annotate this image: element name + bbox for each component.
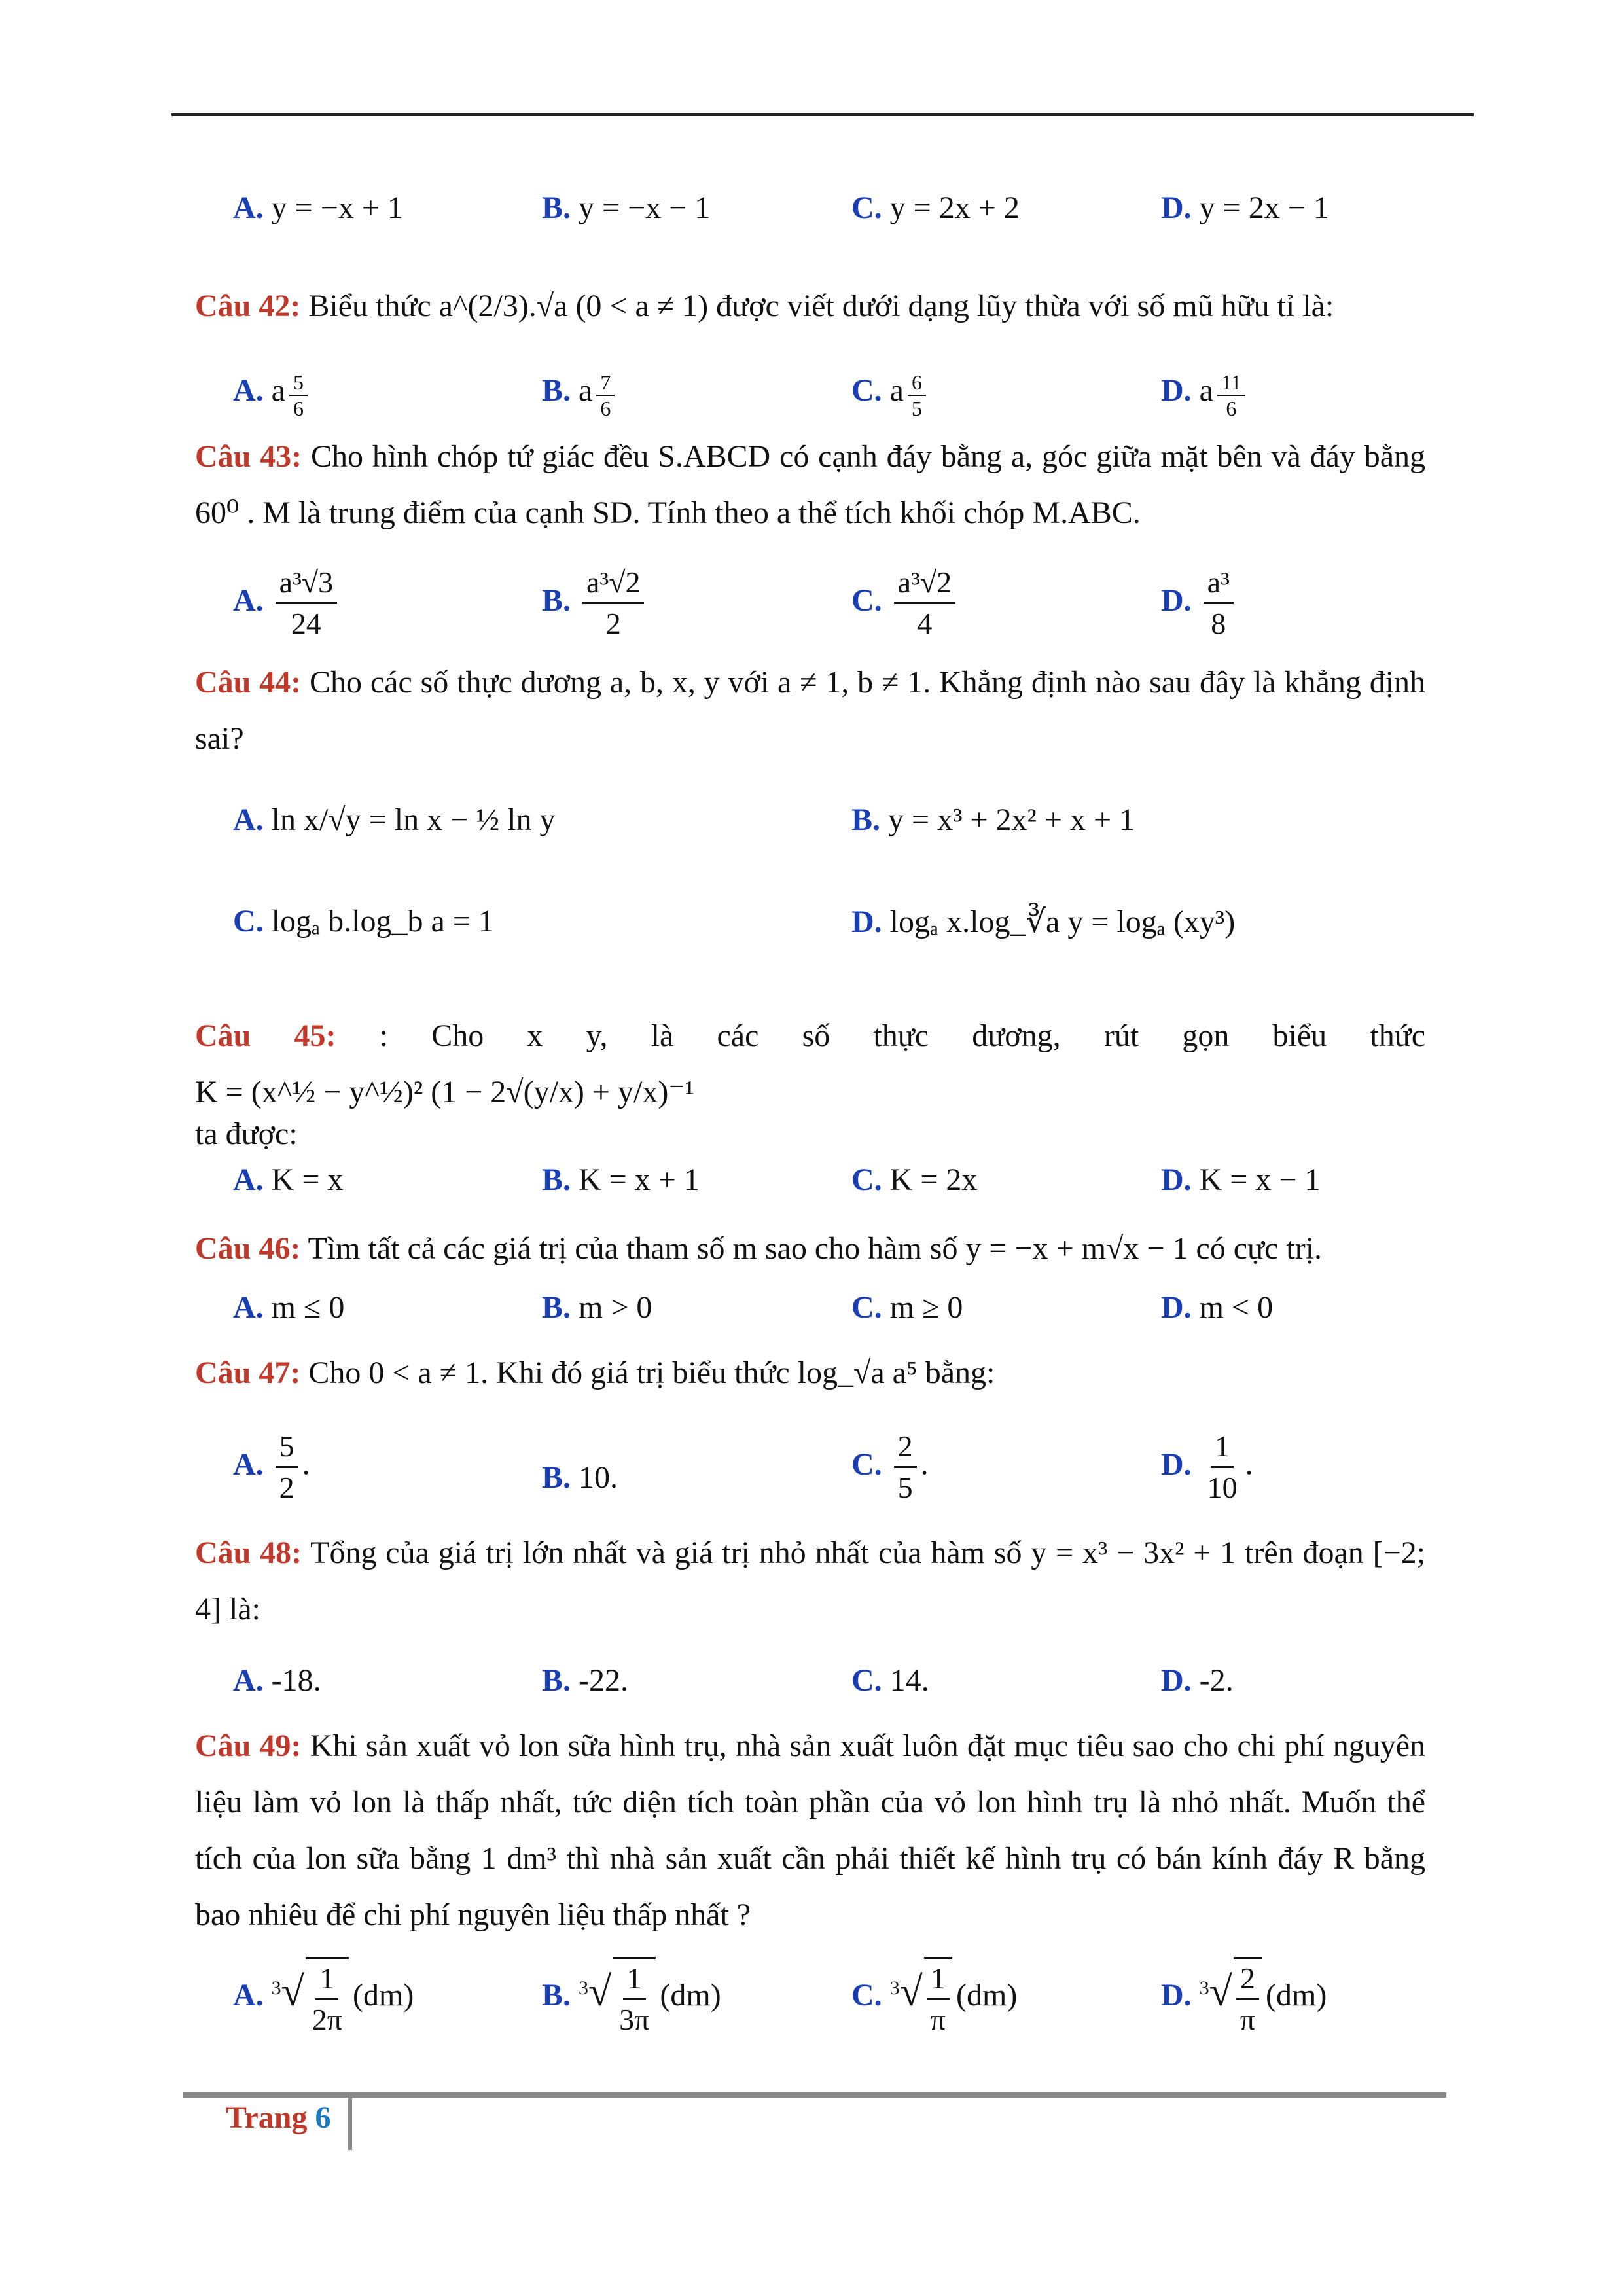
q44-stem: Câu 44: Cho các số thực dương a, b, x, y với a ≠ 1, b ≠ 1. Khẳng định nào sau đây là khẳng định sai? <box>195 665 1426 756</box>
q45-stem: Câu 45: : Cho x y, là các số thực dương, rút gọn biểu thức K = (x^½ − y^½)² (1 − 2√(y/x) + y/x)⁻¹ <box>195 1018 1426 1109</box>
q46-option-d: D. m < 0 <box>1161 1290 1274 1325</box>
q43-option-b: B. $\frac{\text{a³√2}}{2}$ <box>542 563 648 643</box>
q45-expression: K = (x^½ − y^½)² (1 − 2√(y/x) + y/x)⁻¹ <box>195 1075 695 1109</box>
q41-option-b: B. y = −x − 1 <box>542 190 711 225</box>
q45-option-a: A. K = x <box>233 1162 344 1197</box>
q47-stem: Câu 47: Cho 0 < a ≠ 1. Khi đó giá trị biểu thức log_√a a⁵ bằng: <box>195 1355 995 1390</box>
q42-option-b: B. a $\frac{7}{6}$ <box>542 370 618 421</box>
footer-divider <box>348 2098 352 2150</box>
q43-stem: Câu 43: Cho hình chóp tứ giác đều S.ABCD có cạnh đáy bằng a, góc giữa mặt bên và đáy bằng 60⁰ . M là trung điểm của cạnh SD. Tính theo a thể tích khối chóp M.ABC. <box>195 439 1426 530</box>
q45-tail: ta được: <box>195 1117 298 1151</box>
q42-expression: a^(2/3).√a (0 < a ≠ 1) <box>438 289 709 323</box>
q49-option-a: A. $^3$√ $\frac{1}{2\pi}$ (dm) <box>233 1957 414 2039</box>
q41-option-a: A. y = −x + 1 <box>233 190 403 225</box>
q41-option-c: C. y = 2x + 2 <box>851 190 1020 225</box>
header-rule <box>171 113 1474 116</box>
q49-option-b: B. $^3$√ $\frac{1}{3\pi}$ (dm) <box>542 1957 721 2039</box>
q48-option-d: D. -2. <box>1161 1663 1234 1698</box>
q46-option-b: B. m > 0 <box>542 1290 652 1325</box>
q48-option-c: C. 14. <box>851 1663 929 1698</box>
q47-option-b: B. 10. <box>542 1460 618 1495</box>
q43-option-c: C. $\frac{\text{a³√2}}{4}$ <box>851 563 959 643</box>
q45-option-d: D. K = x − 1 <box>1161 1162 1321 1197</box>
q45-option-b: B. K = x + 1 <box>542 1162 700 1197</box>
q42-option-a: A. a $\frac{5}{6}$ <box>233 370 312 421</box>
q44-option-d: D. logₐ x.log_∛a y = logₐ (xy³) <box>851 905 1236 939</box>
q49-stem: Câu 49: Khi sản xuất vỏ lon sữa hình trụ, nhà sản xuất luôn đặt mục tiêu sao cho chi phí nguyên liệu làm vỏ lon là thấp nhất, tức diện tích toàn phần của vỏ lon hình trụ là nhỏ nhất. Muốn thể tích của lon sữa bằng 1 dm³ thì nhà sản xuất cần phải thiết kế hình trụ có bán kính đáy R bằng bao nhiêu để chi phí nguyên liệu thấp nhất ? <box>195 1729 1425 1932</box>
q47-option-d: D. $\frac{1}{10}$ . <box>1161 1427 1253 1507</box>
q44-option-b: B. y = x³ + 2x² + x + 1 <box>851 802 1135 837</box>
q46-option-c: C. m ≥ 0 <box>851 1290 963 1325</box>
q49-option-d: D. $^3$√ $\frac{2}{\pi}$ (dm) <box>1161 1957 1327 2039</box>
q43-option-d: D. $\frac{\text{a³}}{8}$ <box>1161 563 1238 643</box>
q46-stem: Câu 46: Tìm tất cả các giá trị của tham số m sao cho hàm số y = −x + m√x − 1 có cực trị. <box>195 1231 1323 1266</box>
q49-option-c: C. $^3$√ $\frac{1}{\pi}$ (dm) <box>851 1957 1017 2039</box>
q42-stem: Câu 42: Biểu thức a^(2/3).√a (0 < a ≠ 1) được viết dưới dạng lũy thừa với số mũ hữu tỉ là: <box>195 289 1334 323</box>
q46-option-a: A. m ≤ 0 <box>233 1290 345 1325</box>
q47-option-a: A. $\frac{5}{2}$ . <box>233 1427 310 1507</box>
q48-stem: Câu 48: Tổng của giá trị lớn nhất và giá trị nhỏ nhất của hàm số y = x³ − 3x² + 1 trên đoạn [−2; 4] là: <box>195 1535 1425 1626</box>
q44-option-a: A. ln x/√y = ln x − ½ ln y <box>233 802 556 837</box>
q48-option-b: B. -22. <box>542 1663 628 1698</box>
q47-option-c: C. $\frac{2}{5}$ . <box>851 1427 929 1507</box>
q41-option-d: D. y = 2x − 1 <box>1161 190 1329 225</box>
q42-option-c: C. a $\frac{6}{5}$ <box>851 370 930 421</box>
footer-rule <box>183 2092 1446 2098</box>
q48-option-a: A. -18. <box>233 1663 321 1698</box>
q45-option-c: C. K = 2x <box>851 1162 978 1197</box>
q42-option-d: D. a $\frac{11}{6}$ <box>1161 370 1249 421</box>
q44-option-c: C. logₐ b.log_b a = 1 <box>233 904 494 939</box>
q43-option-a: A. $\frac{\text{a³√3}}{24}$ <box>233 563 341 643</box>
page-number: Trang 6 <box>226 2100 331 2135</box>
